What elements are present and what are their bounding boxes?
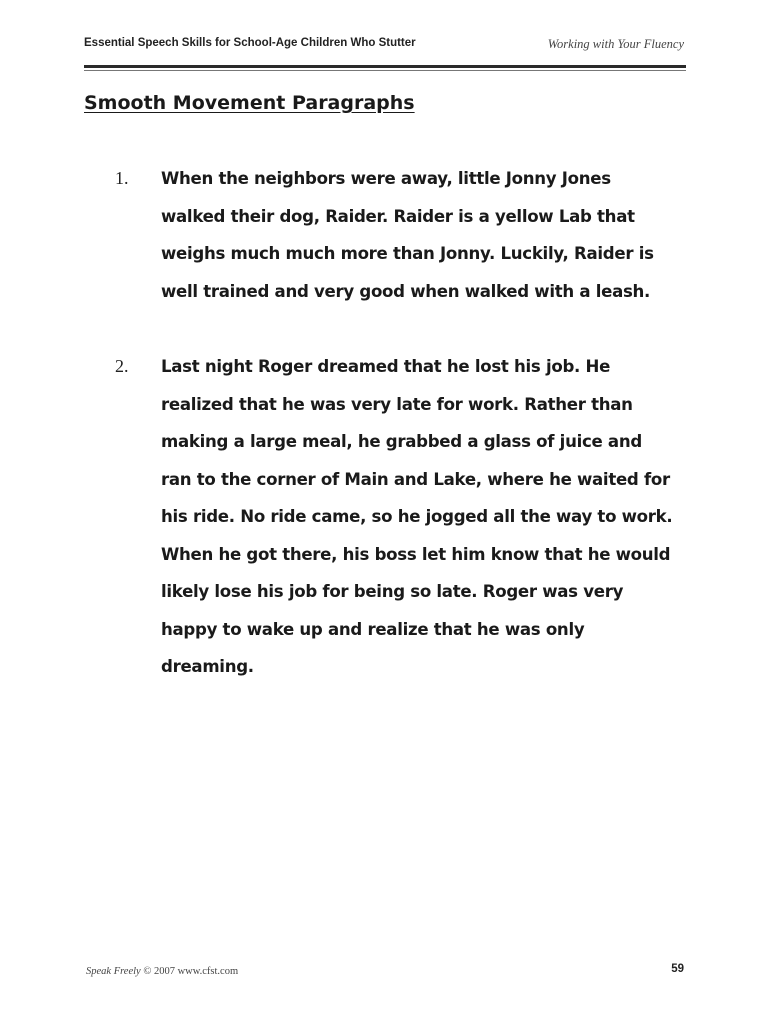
paragraph-number: 2. [115,356,129,376]
footer-copyright: © 2007 [143,966,175,977]
footer-credit [86,966,238,977]
paragraph-number: 1. [115,168,129,188]
paragraph-text: Last night Roger dreamed that he lost his job. He realized that he was very late for work. Rather than making a large meal, he grabbed a glass of juice and ran to the corner of Main and Lake, where he waited for his ride. No ride came, so he jogged all the way to work. When he got there, his boss let him know that he would likely lose his job for being so late. Roger was very happy to wake up and realize that he was only dreaming. [161,357,673,676]
running-head-chapter-title: Working with Your Fluency [547,37,684,51]
header-rule-thin [84,70,686,71]
section-title: Smooth Movement Paragraphs [84,92,415,114]
paragraph-item [115,160,675,310]
page-number: 59 [671,963,684,975]
paragraph-text: When the neighbors were away, little Jonny Jones walked their dog, Raider. Raider is a yellow Lab that weighs much much more than Jonny. Luckily, Raider is well trained and very good when walked with a leash. [161,169,654,301]
header-rule [84,65,686,68]
paragraph-list [115,160,675,686]
footer-publication: Speak Freely [86,966,141,977]
footer-website: www.cfst.com [177,966,239,977]
paragraph-item [115,348,675,686]
running-head-book-title: Essential Speech Skills for School-Age Children Who Stutter [84,37,416,49]
